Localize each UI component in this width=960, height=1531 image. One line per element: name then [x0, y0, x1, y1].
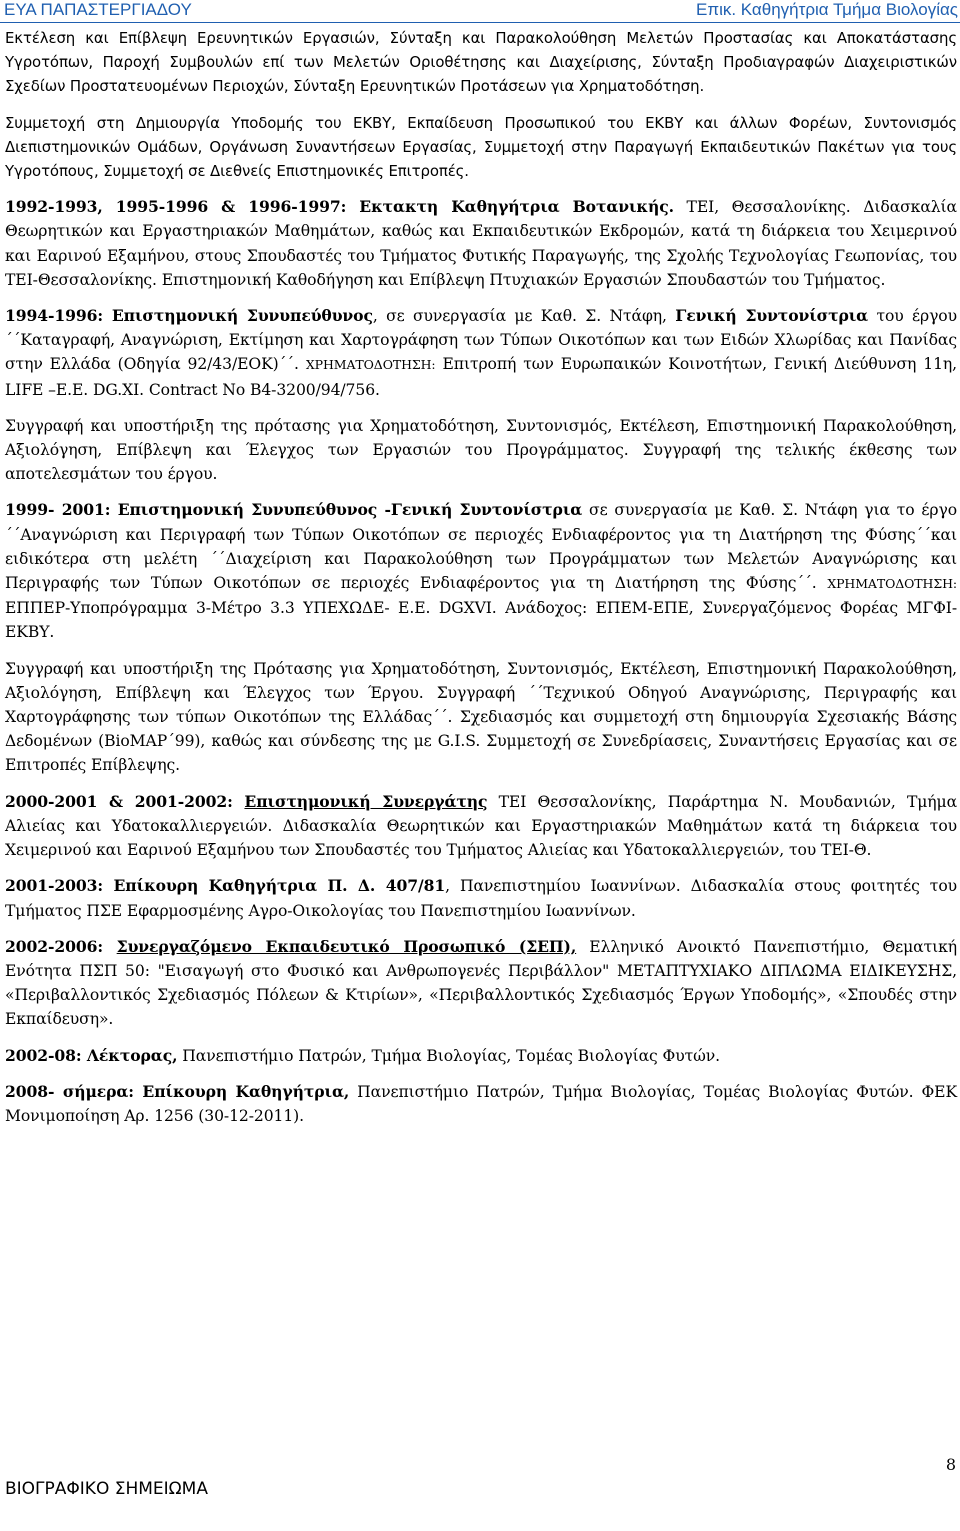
funding-label: ΧΡΗΜΑΤΟΔΟΤΗΣΗ:: [305, 357, 436, 373]
footer-title: ΒΙΟΓΡΑΦΙΚΟ ΣΗΜΕΙΩΜΑ: [5, 1479, 208, 1499]
paragraph-research-duties: Εκτέλεση και Επίβλεψη Ερευνητικών Εργασιών, Σύνταξη και Παρακολούθηση Μελετών Προστασίας και Αποκατάστασης Υγροτόπων, Παροχή Συμβουλών επί των Μελετών Οριοθέτησης και Διαχείρισης, Σύνταξη Προδιαγραφών Διαχειριστικών Σχεδίων Προστατευομένων Περιοχών, Σύνταξη Ερευνητικών Προτάσεων για Χρηματοδότηση.: [5, 29, 957, 96]
funding-label: ΧΡΗΜΑΤΟΔΟΤΗΣΗ:: [827, 576, 957, 592]
entry-text: ΤΕΙ Θεσσαλονίκης, Παράρτημα Ν. Μουδανιών, Τμήμα Αλιείας και Υδατοκαλλιεργειών. Διδασκαλία Θεωρητικών και Εργαστηριακών Μαθημάτων κατά τη διάρκεια του Χειμερινού και Εαρινού Εξαμήνου των Σπουδαστές του Τμήματος Αλιείας και Υδατοκαλλιεργειών, του ΤΕΙ-Θ.: [5, 792, 958, 860]
paragraph-technical-guide: Συγγραφή και υποστήριξη της Πρότασης για Χρηματοδότηση, Συντονισμός, Εκτέλεση, Επιστημονική Παρακολούθηση, Αξιολόγηση, Επίβλεψη και Έλεγχος των Έργου. Συγγραφή ΄΄Τεχνικού Οδηγού Αναγνώρισης, Περιγραφής και Χαρτογράφησης των τύπων Οικοτόπων της Ελλάδας΄΄. Σχεδιασμός και συμμετοχή στη δημιουργία Σχεσιακής Βάσης Δεδομένων (BioMAP΄99), καθώς και σύνδεσης της με G.I.S. Συμμετοχή σε Συνεδρίασεις, Συναντήσεις Εργασίας και σε Επιτροπές Επίβλεψης.: [5, 659, 957, 775]
entry-text: , σε συνεργασία με Καθ. Σ. Ντάφη,: [372, 307, 676, 326]
paragraph-tei-botany: [5, 195, 957, 292]
paragraph-habitat-identification: [5, 498, 957, 644]
paragraph-ekby-participation: Συμμετοχή στη Δημιουργία Υποδομής του ΕΚΒΥ, Εκπαίδευση Προσωπικού του ΕΚΒΥ και άλλων Φορέων, Συντονισμός Διεπιστημονικών Ομάδων, Οργάνωση Συναντήσεων Εργασίας, Συμμετοχή στην Παραγωγή Εκπαιδευτικών Πακέτων για τους Υγροτόπους, Συμμετοχή σε Διεθνείς Επιστημονικές Επιτροπές.: [5, 113, 957, 181]
entry-heading: 1992-1993, 1995-1996 & 1996-1997: Εκτακτη Καθηγήτρια Βοτανικής.: [5, 197, 674, 217]
entry-text: Επιτροπή των Ευρωπαικών Κοινοτήτων, Γενική Διεύθυνση 11η, LIFE –Ε.Ε. DG.XI. Contract No B4-3200/94/756.: [5, 355, 957, 399]
paragraph-lecturer: [5, 1044, 957, 1068]
header-position: Επικ. Καθηγήτρια Τμήμα Βιολογίας: [696, 0, 958, 19]
entry-text: , Πανεπιστημίου Ιωαννίνων. Διδασκαλία στους φοιτητές του Τμήματος ΠΣΕ Εφαρμοσμένης Αγρο-Οικολογίας του Πανεπιστημίου Ιωαννίνων.: [5, 877, 958, 920]
header-author: ΕΥΑ ΠΑΠΑΣΤΕΡΓΙΑΔΟΥ: [4, 0, 192, 19]
entry-text: ΤΕΙ, Θεσσαλονίκης. Διδασκαλία Θεωρητικών και Εργαστηριακών Μαθημάτων, καθώς και Εκπαιδευτικών Εκδρομών, κατά τη διάρκεια του Χειμερινού και Εαρινού Εξαμήνου, στους Σπουδαστές του Τμήματος Φυτικής Παραγωγής, της Σχολής Τεχνολογίας Γεωπονίας, του ΤΕΙ-Θεσσαλονίκης. Επιστημονική Καθοδήγηση και Επίβλεψη Πτυχιακών Εργασιών Σπουδαστών του Τμήματος.: [5, 198, 957, 289]
paragraph-ioannina: [5, 874, 957, 922]
page-header: [0, 0, 960, 22]
entry-text: σε συνεργασία με Καθ. Σ. Ντάφη για το έργο ΄΄Αναγνώριση και Περιγραφή των Τύπων Οικοτόπων σε περιοχές Ενδιαφέροντος για τη Διατήρηση της Φύσης΄΄και ειδικότερα στη μελέτη ΄΄Διαχείριση και Παρακολούθηση των Προγράμματων των Μελετών Αναγνώρισης και Περιγραφής των Τύπων Οικοτόπων σε περιοχές Ενδιαφέροντος για τη Διατήρηση της Φύσης΄΄.: [5, 501, 957, 593]
entry-text: Ελληνικό Ανοικτό Πανεπιστήμιο, Θεματική Ενότητα ΠΣΠ 50: "Εισαγωγή στο Φυσικό και Ανθρωπογενές Περιβάλλον" ΜΕΤΑΠΤΥΧΙΑΚΟ ΔΙΠΛΩΜΑ ΕΙΔΙΚΕΥΣΗΣ, «Περιβαλλοντικός Σχεδιασμός Πόλεων & Κτιρίων», «Περιβαλλοντικός Σχεδιασμός Έργων Υποδομής», «Σπουδές στην Εκπαίδευση».: [5, 937, 957, 1029]
entry-text: Πανεπιστήμιο Πατρών, Τμήμα Βιολογίας, Τομέας Βιολογίας Φυτών.: [177, 1046, 720, 1065]
paragraph-proposal-writing: Συγγραφή και υποστήριξη της πρότασης για Χρηματοδότηση, Συντονισμός, Εκτέλεση, Επιστημονική Παρακολούθηση, Αξιολόγηση, Επίβλεψη και Έλεγχος των Εργασιών του Προγράμματος. Συγγραφή της τελικής έκθεσης των αποτελεσμάτων του έργου.: [5, 416, 957, 484]
entry-heading: 2002-08: Λέκτορας,: [5, 1045, 178, 1065]
cv-body: [5, 26, 957, 1140]
page-footer: [0, 1455, 960, 1515]
paragraph-open-university: [5, 935, 957, 1032]
entry-text: του έργου ΄΄Καταγραφή, Αναγνώριση, Εκτίμηση και Χαρτογράφηση των Τύπων Οικοτόπων και των Ειδών Χλωρίδας και Πανίδας στην Ελλάδα (Οδηγία 92/43/ΕΟΚ)΄΄.: [5, 307, 957, 374]
entry-heading: 2002-2006:: [5, 936, 117, 956]
entry-role: Γενική Συντονίστρια: [675, 306, 869, 326]
entry-text: ΕΠΠΕΡ-Υποπρόγραμμα 3-Μέτρο 3.3 ΥΠΕΧΩΔΕ- Ε.Ε. DGXVI. Ανάδοχος: ΕΠΕΜ-ΕΠΕ, Συνεργαζόμενος Φορέας ΜΓΦΙ- ΕΚΒΥ.: [5, 599, 957, 642]
entry-heading: 2008- σήμερα: Επίκουρη Καθηγήτρια,: [5, 1081, 350, 1101]
entry-text: Πανεπιστήμιο Πατρών, Τμήμα Βιολογίας, Τομέας Βιολογίας Φυτών. ΦΕΚ Μονιμοποίηση Αρ. 1256 (30-12-2011).: [5, 1082, 958, 1125]
entry-heading: 1994-1996: Επιστημονική Συνυπεύθυνος: [5, 306, 373, 326]
page-number: 8: [945, 1455, 956, 1474]
entry-role: Συνεργαζόμενο Εκπαιδευτικό Προσωπικό (ΣΕΠ),: [116, 936, 577, 956]
paragraph-assistant-professor: [5, 1080, 957, 1128]
paragraph-habitat-mapping-project: [5, 304, 957, 402]
entry-heading: 1999- 2001: Επιστημονική Συνυπεύθυνος -Γενική Συντονίστρια: [5, 500, 583, 520]
paragraph-tei-moudania: [5, 790, 957, 863]
entry-heading: 2001-2003: Επίκουρη Καθηγήτρια Π. Δ. 407/81: [5, 876, 446, 896]
header-divider: [0, 22, 960, 23]
entry-heading: 2000-2001 & 2001-2002:: [5, 791, 245, 811]
entry-role: Επιστημονική Συνεργάτης: [244, 791, 488, 811]
